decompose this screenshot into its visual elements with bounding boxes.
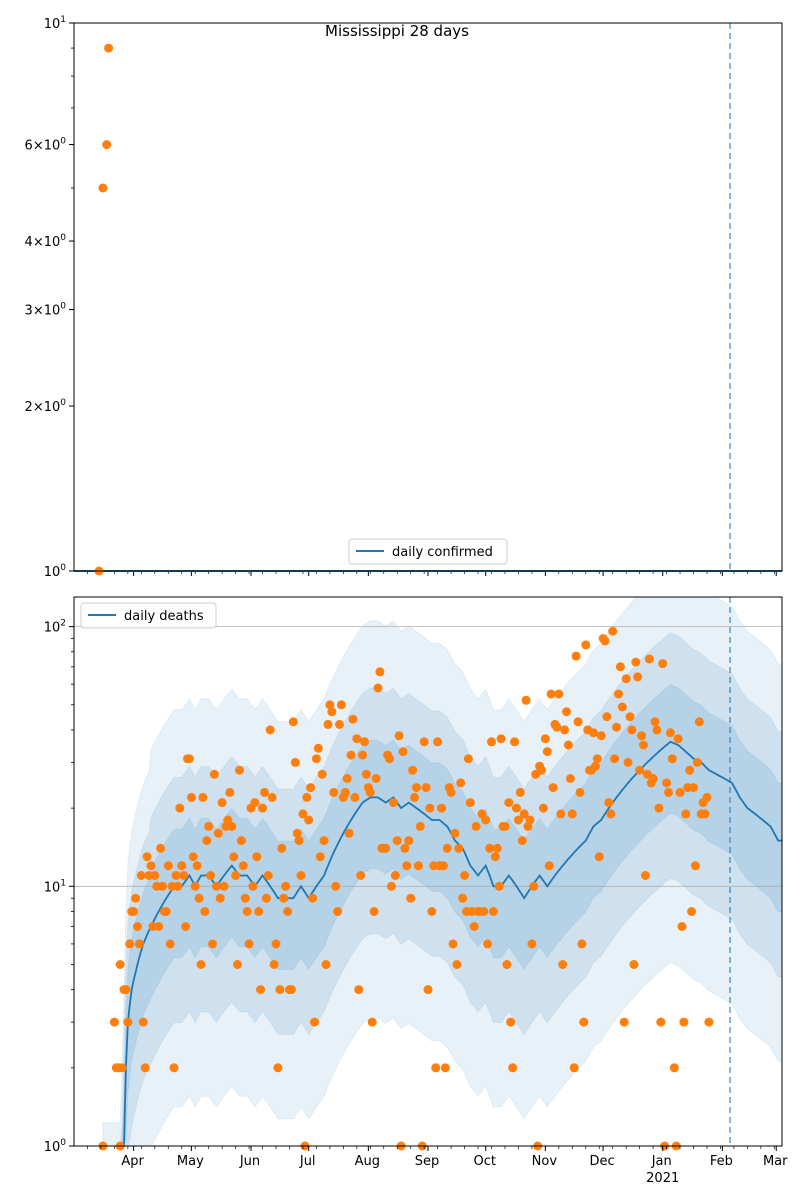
bottom-scatter-point bbox=[374, 684, 383, 693]
bottom-scatter-point bbox=[512, 804, 521, 813]
bottom-scatter-point bbox=[614, 690, 623, 699]
bottom-scatter-point bbox=[668, 754, 677, 763]
bottom-scatter-point bbox=[133, 922, 142, 931]
bottom-scatter-point bbox=[618, 703, 627, 712]
bottom-scatter-point bbox=[420, 737, 429, 746]
bottom-scatter-point bbox=[622, 674, 631, 683]
bottom-scatter-point bbox=[441, 1063, 450, 1072]
bottom-scatter-point bbox=[260, 788, 269, 797]
bottom-scatter-point bbox=[693, 758, 702, 767]
bottom-scatter-point bbox=[306, 783, 315, 792]
bottom-scatter-point bbox=[179, 871, 188, 880]
bottom-scatter-point bbox=[412, 783, 421, 792]
bottom-scatter-point bbox=[270, 960, 279, 969]
bottom-scatter-point bbox=[331, 882, 340, 891]
bottom-scatter-point bbox=[162, 907, 171, 916]
bottom-scatter-point bbox=[487, 737, 496, 746]
bottom-scatter-point bbox=[256, 985, 265, 994]
bottom-scatter-point bbox=[485, 844, 494, 853]
bottom-scatter-point bbox=[554, 690, 563, 699]
bottom-scatter-point bbox=[681, 809, 690, 818]
bottom-scatter-point bbox=[177, 861, 186, 870]
bottom-scatter-point bbox=[695, 717, 704, 726]
bottom-scatter-point bbox=[416, 822, 425, 831]
bottom-scatter-point bbox=[470, 922, 479, 931]
bottom-x-tick-label: Mar bbox=[762, 1154, 788, 1169]
bottom-scatter-point bbox=[639, 741, 648, 750]
bottom-x-tick-label: Feb bbox=[709, 1154, 733, 1169]
bottom-scatter-point bbox=[541, 734, 550, 743]
bottom-scatter-point bbox=[676, 788, 685, 797]
bottom-scatter-point bbox=[137, 871, 146, 880]
bottom-scatter-point bbox=[616, 662, 625, 671]
bottom-scatter-point bbox=[670, 1063, 679, 1072]
bottom-scatter-point bbox=[597, 731, 606, 740]
bottom-scatter-point bbox=[131, 894, 140, 903]
bottom-scatter-point bbox=[410, 793, 419, 802]
bottom-scatter-point bbox=[502, 960, 511, 969]
bottom-scatter-point bbox=[375, 667, 384, 676]
bottom-scatter-point bbox=[139, 1018, 148, 1027]
bottom-scatter-point bbox=[685, 766, 694, 775]
bottom-scatter-point bbox=[173, 882, 182, 891]
bottom-x-year-label: 2021 bbox=[646, 1171, 680, 1186]
bottom-scatter-point bbox=[589, 728, 598, 737]
bottom-scatter-point bbox=[262, 894, 271, 903]
bottom-scatter-point bbox=[210, 770, 219, 779]
bottom-scatter-point bbox=[601, 637, 610, 646]
bottom-scatter-point bbox=[147, 861, 156, 870]
bottom-scatter-point bbox=[691, 861, 700, 870]
bottom-scatter-point bbox=[497, 734, 506, 743]
bottom-scatter-point bbox=[356, 871, 365, 880]
bottom-scatter-point bbox=[360, 737, 369, 746]
bottom-scatter-point bbox=[233, 960, 242, 969]
bottom-scatter-point bbox=[422, 783, 431, 792]
bottom-scatter-point bbox=[606, 809, 615, 818]
bottom-scatter-point bbox=[703, 793, 712, 802]
bottom-scatter-point bbox=[593, 754, 602, 763]
bottom-scatter-point bbox=[414, 861, 423, 870]
bottom-scatter-point bbox=[310, 1018, 319, 1027]
bottom-scatter-point bbox=[283, 907, 292, 916]
top-y-tick-label: $6\times 10^0$ bbox=[24, 136, 66, 154]
bottom-scatter-point bbox=[212, 882, 221, 891]
bottom-scatter-point bbox=[295, 836, 304, 845]
top-scatter-point bbox=[98, 183, 107, 192]
bottom-scatter-point bbox=[229, 852, 238, 861]
bottom-scatter-point bbox=[370, 907, 379, 916]
bottom-scatter-point bbox=[568, 809, 577, 818]
bottom-x-tick-label: Dec bbox=[589, 1154, 615, 1169]
bottom-scatter-point bbox=[164, 861, 173, 870]
bottom-scatter-point bbox=[197, 960, 206, 969]
bottom-scatter-point bbox=[172, 871, 181, 880]
top-y-tick-label: $4\times 10^0$ bbox=[24, 233, 66, 251]
bottom-scatter-point bbox=[454, 844, 463, 853]
bottom-scatter-point bbox=[291, 758, 300, 767]
bottom-x-tick-label: Aug bbox=[354, 1154, 381, 1169]
bottom-scatter-point bbox=[425, 804, 434, 813]
bottom-scatter-point bbox=[156, 844, 165, 853]
bottom-scatter-point bbox=[689, 783, 698, 792]
bottom-scatter-point bbox=[664, 788, 673, 797]
top-legend bbox=[349, 539, 507, 564]
bottom-scatter-point bbox=[277, 844, 286, 853]
bottom-scatter-point bbox=[181, 922, 190, 931]
bottom-scatter-point bbox=[312, 754, 321, 763]
bottom-scatter-point bbox=[687, 907, 696, 916]
bottom-scatter-point bbox=[433, 737, 442, 746]
bottom-scatter-point bbox=[431, 1063, 440, 1072]
bottom-scatter-point bbox=[327, 707, 336, 716]
bottom-scatter-point bbox=[248, 882, 257, 891]
bottom-scatter-point bbox=[387, 882, 396, 891]
bottom-scatter-point bbox=[679, 1018, 688, 1027]
bottom-scatter-point bbox=[543, 747, 552, 756]
bottom-scatter-point bbox=[408, 766, 417, 775]
bottom-scatter-point bbox=[320, 836, 329, 845]
bottom-scatter-point bbox=[275, 985, 284, 994]
bottom-scatter-point bbox=[577, 939, 586, 948]
bottom-scatter-point bbox=[549, 783, 558, 792]
bottom-scatter-point bbox=[350, 793, 359, 802]
top-scatter-point bbox=[104, 44, 113, 53]
top-scatter-point bbox=[102, 140, 111, 149]
bottom-scatter-point bbox=[385, 754, 394, 763]
bottom-scatter-point bbox=[304, 816, 313, 825]
bottom-scatter-point bbox=[674, 734, 683, 743]
bottom-scatter-point bbox=[297, 871, 306, 880]
bottom-scatter-point bbox=[537, 766, 546, 775]
bottom-scatter-point bbox=[399, 747, 408, 756]
bottom-scatter-point bbox=[651, 717, 660, 726]
bottom-scatter-point bbox=[158, 882, 167, 891]
bottom-x-tick-label: Jan bbox=[651, 1154, 672, 1169]
bottom-scatter-point bbox=[268, 793, 277, 802]
bottom-scatter-point bbox=[576, 788, 585, 797]
bottom-scatter-point bbox=[604, 798, 613, 807]
bottom-scatter-point bbox=[518, 836, 527, 845]
bottom-scatter-point bbox=[129, 907, 138, 916]
bottom-scatter-point bbox=[641, 871, 650, 880]
bottom-legend-label: daily deaths bbox=[124, 609, 204, 624]
bottom-scatter-point bbox=[241, 894, 250, 903]
bottom-scatter-point bbox=[125, 939, 134, 948]
bottom-scatter-point bbox=[218, 798, 227, 807]
bottom-scatter-point bbox=[527, 939, 536, 948]
bottom-scatter-point bbox=[354, 985, 363, 994]
bottom-scatter-point bbox=[237, 836, 246, 845]
bottom-scatter-point bbox=[187, 793, 196, 802]
bottom-scatter-point bbox=[123, 1018, 132, 1027]
bottom-scatter-point bbox=[143, 852, 152, 861]
top-y-tick-label: $10^0$ bbox=[43, 563, 66, 580]
bottom-scatter-point bbox=[637, 731, 646, 740]
bottom-scatter-point bbox=[341, 788, 350, 797]
bottom-scatter-point bbox=[316, 852, 325, 861]
bottom-scatter-point bbox=[610, 754, 619, 763]
bottom-scatter-point bbox=[302, 793, 311, 802]
bottom-scatter-point bbox=[368, 1018, 377, 1027]
bottom-scatter-point bbox=[493, 844, 502, 853]
bottom-scatter-point bbox=[206, 871, 215, 880]
bottom-scatter-point bbox=[214, 829, 223, 838]
bottom-scatter-point bbox=[389, 798, 398, 807]
bottom-scatter-point bbox=[437, 804, 446, 813]
bottom-scatter-point bbox=[645, 655, 654, 664]
bottom-scatter-point bbox=[329, 788, 338, 797]
bottom-scatter-point bbox=[591, 762, 600, 771]
bottom-scatter-point bbox=[166, 939, 175, 948]
bottom-scatter-point bbox=[402, 861, 411, 870]
top-y-tick-label: $3\times 10^0$ bbox=[24, 301, 66, 319]
bottom-scatter-point bbox=[629, 960, 638, 969]
bottom-scatter-point bbox=[314, 744, 323, 753]
bottom-scatter-point bbox=[154, 922, 163, 931]
bottom-scatter-point bbox=[581, 640, 590, 649]
bottom-scatter-point bbox=[574, 717, 583, 726]
bottom-scatter-point bbox=[662, 778, 671, 787]
bottom-scatter-point bbox=[198, 793, 207, 802]
bottom-scatter-point bbox=[393, 836, 402, 845]
bottom-scatter-point bbox=[464, 754, 473, 763]
top-y-tick-label: $2\times 10^0$ bbox=[24, 398, 66, 416]
bottom-scatter-point bbox=[118, 1063, 127, 1072]
bottom-scatter-point bbox=[324, 720, 333, 729]
bottom-scatter-point bbox=[495, 882, 504, 891]
bottom-scatter-point bbox=[424, 985, 433, 994]
bottom-scatter-point bbox=[243, 907, 252, 916]
bottom-x-tick-label: Jun bbox=[239, 1154, 261, 1169]
bottom-scatter-point bbox=[216, 894, 225, 903]
bottom-scatter-point bbox=[570, 1063, 579, 1072]
bottom-scatter-point bbox=[547, 690, 556, 699]
top-y-tick-label: $10^1$ bbox=[43, 15, 66, 32]
bottom-scatter-point bbox=[289, 717, 298, 726]
bottom-scatter-point bbox=[501, 822, 510, 831]
bottom-scatter-point bbox=[458, 894, 467, 903]
bottom-scatter-point bbox=[506, 1018, 515, 1027]
bottom-scatter-point bbox=[372, 774, 381, 783]
bottom-scatter-point bbox=[322, 960, 331, 969]
bottom-scatter-point bbox=[273, 1063, 282, 1072]
bottom-scatter-point bbox=[529, 882, 538, 891]
bottom-scatter-point bbox=[631, 658, 640, 667]
bottom-scatter-point bbox=[508, 1063, 517, 1072]
bottom-scatter-point bbox=[208, 939, 217, 948]
bottom-scatter-point bbox=[250, 798, 259, 807]
bottom-scatter-point bbox=[456, 778, 465, 787]
bottom-scatter-point bbox=[347, 751, 356, 760]
bottom-scatter-point bbox=[193, 861, 202, 870]
bottom-scatter-point bbox=[110, 1018, 119, 1027]
bottom-scatter-point bbox=[481, 816, 490, 825]
bottom-scatter-point bbox=[279, 894, 288, 903]
bottom-scatter-point bbox=[572, 652, 581, 661]
bottom-x-tick-label: Nov bbox=[531, 1154, 558, 1169]
bottom-scatter-point bbox=[343, 774, 352, 783]
bottom-scatter-point bbox=[620, 1018, 629, 1027]
bottom-scatter-point bbox=[654, 804, 663, 813]
bottom-x-tick-label: Apr bbox=[121, 1154, 144, 1169]
bottom-scatter-point bbox=[552, 723, 561, 732]
bottom-scatter-point bbox=[337, 700, 346, 709]
bottom-scatter-point bbox=[272, 939, 281, 948]
bottom-scatter-point bbox=[526, 816, 535, 825]
bottom-scatter-point bbox=[352, 734, 361, 743]
bottom-scatter-point bbox=[381, 844, 390, 853]
bottom-scatter-point bbox=[231, 871, 240, 880]
bottom-scatter-point bbox=[545, 861, 554, 870]
bottom-scatter-point bbox=[466, 798, 475, 807]
bottom-x-tick-label: Sep bbox=[414, 1154, 440, 1169]
bottom-scatter-point bbox=[185, 754, 194, 763]
bottom-scatter-point bbox=[141, 1063, 150, 1072]
bottom-scatter-point bbox=[564, 741, 573, 750]
bottom-x-tick-label: May bbox=[176, 1154, 204, 1169]
bottom-scatter-point bbox=[562, 707, 571, 716]
bottom-scatter-point bbox=[595, 852, 604, 861]
bottom-scatter-point bbox=[362, 770, 371, 779]
bottom-scatter-point bbox=[333, 907, 342, 916]
bottom-scatter-point bbox=[175, 804, 184, 813]
bottom-scatter-point bbox=[281, 882, 290, 891]
bottom-scatter-point bbox=[510, 737, 519, 746]
bottom-scatter-point bbox=[649, 774, 658, 783]
bottom-scatter-point bbox=[633, 672, 642, 681]
bottom-scatter-point bbox=[121, 985, 130, 994]
bottom-scatter-point bbox=[200, 907, 209, 916]
bottom-scatter-point bbox=[239, 861, 248, 870]
bottom-scatter-point bbox=[189, 852, 198, 861]
bottom-scatter-point bbox=[220, 882, 229, 891]
bottom-scatter-point bbox=[258, 804, 267, 813]
bottom-scatter-point bbox=[566, 774, 575, 783]
bottom-scatter-point bbox=[439, 861, 448, 870]
bottom-scatter-point bbox=[701, 809, 710, 818]
bottom-scatter-point bbox=[504, 798, 513, 807]
bottom-scatter-point bbox=[479, 907, 488, 916]
bottom-scatter-point bbox=[150, 871, 159, 880]
bottom-scatter-point bbox=[627, 725, 636, 734]
bottom-scatter-point bbox=[404, 836, 413, 845]
bottom-scatter-point bbox=[449, 939, 458, 948]
bottom-scatter-point bbox=[452, 960, 461, 969]
bottom-scatter-point bbox=[491, 852, 500, 861]
bottom-scatter-point bbox=[116, 960, 125, 969]
bottom-scatter-point bbox=[539, 804, 548, 813]
bottom-x-tick-label: Oct bbox=[473, 1154, 496, 1169]
bottom-scatter-point bbox=[170, 1063, 179, 1072]
bottom-scatter-point bbox=[447, 788, 456, 797]
bottom-scatter-point bbox=[579, 1018, 588, 1027]
bottom-scatter-point bbox=[472, 822, 481, 831]
bottom-scatter-point bbox=[652, 725, 661, 734]
bottom-scatter-point bbox=[489, 907, 498, 916]
bottom-scatter-point bbox=[264, 871, 273, 880]
bottom-scatter-point bbox=[460, 871, 469, 880]
bottom-scatter-point bbox=[245, 939, 254, 948]
bottom-scatter-point bbox=[391, 871, 400, 880]
bottom-scatter-point bbox=[308, 894, 317, 903]
bottom-scatter-point bbox=[227, 822, 236, 831]
bottom-scatter-point bbox=[202, 836, 211, 845]
bottom-scatter-point bbox=[450, 829, 459, 838]
bottom-scatter-point bbox=[556, 809, 565, 818]
bottom-scatter-point bbox=[349, 715, 358, 724]
bottom-scatter-point bbox=[266, 725, 275, 734]
bottom-scatter-point bbox=[608, 627, 617, 636]
bottom-scatter-point bbox=[704, 1018, 713, 1027]
bottom-y-tick-label: $10^0$ bbox=[43, 1138, 66, 1155]
bottom-scatter-point bbox=[560, 725, 569, 734]
bottom-scatter-point bbox=[656, 1018, 665, 1027]
bottom-scatter-point bbox=[191, 882, 200, 891]
bottom-scatter-point bbox=[358, 751, 367, 760]
bottom-x-tick-label: Jul bbox=[299, 1154, 316, 1169]
bottom-scatter-point bbox=[235, 766, 244, 775]
bottom-scatter-point bbox=[658, 659, 667, 668]
bottom-y-tick-label: $10^2$ bbox=[43, 618, 66, 636]
bottom-scatter-point bbox=[366, 788, 375, 797]
bottom-scatter-point bbox=[635, 766, 644, 775]
bottom-scatter-point bbox=[558, 960, 567, 969]
bottom-scatter-point bbox=[626, 712, 635, 721]
bottom-scatter-point bbox=[427, 907, 436, 916]
chart-title: Mississippi 28 days bbox=[325, 22, 469, 40]
bottom-scatter-point bbox=[516, 788, 525, 797]
bottom-scatter-point bbox=[204, 822, 213, 831]
bottom-scatter-point bbox=[522, 696, 531, 705]
bottom-scatter-point bbox=[345, 829, 354, 838]
bottom-scatter-point bbox=[624, 758, 633, 767]
bottom-scatter-point bbox=[443, 844, 452, 853]
bottom-scatter-point bbox=[395, 731, 404, 740]
bottom-scatter-point bbox=[678, 922, 687, 931]
bottom-scatter-point bbox=[612, 723, 621, 732]
bottom-scatter-point bbox=[252, 852, 261, 861]
bottom-y-tick-label: $10^1$ bbox=[43, 878, 66, 896]
bottom-scatter-point bbox=[400, 844, 409, 853]
top-legend-label: daily confirmed bbox=[392, 545, 493, 560]
bottom-scatter-point bbox=[602, 712, 611, 721]
bottom-scatter-point bbox=[225, 788, 234, 797]
bottom-scatter-point bbox=[318, 770, 327, 779]
bottom-scatter-point bbox=[483, 939, 492, 948]
bottom-scatter-point bbox=[254, 907, 263, 916]
bottom-scatter-point bbox=[135, 939, 144, 948]
bottom-legend bbox=[81, 603, 216, 628]
bottom-scatter-point bbox=[666, 728, 675, 737]
bottom-scatter-point bbox=[406, 894, 415, 903]
bottom-scatter-point bbox=[287, 985, 296, 994]
bottom-scatter-point bbox=[195, 894, 204, 903]
bottom-scatter-point bbox=[335, 720, 344, 729]
